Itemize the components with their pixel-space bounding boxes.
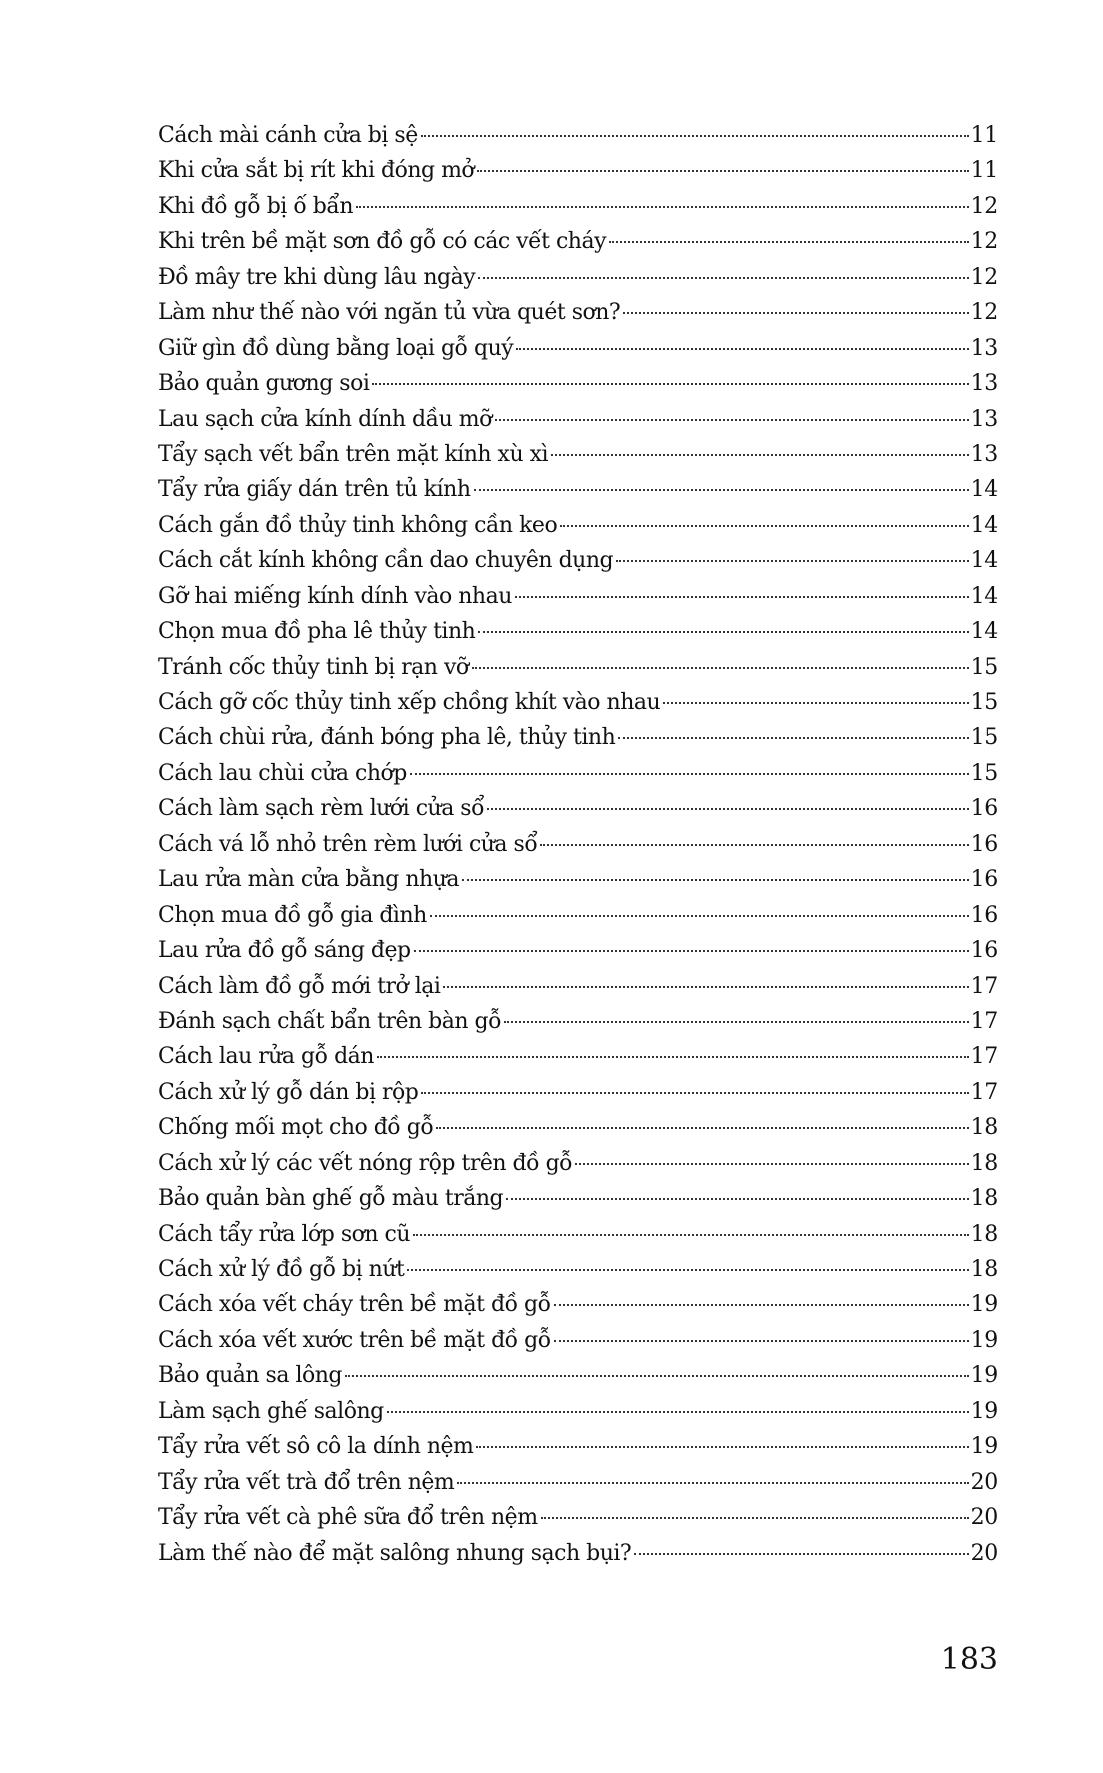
- toc-entry: [158, 1323, 998, 1358]
- toc-entry: [158, 437, 998, 472]
- toc-dot-leader: [560, 525, 968, 527]
- toc-entry-page: 18: [970, 1221, 998, 1247]
- toc-entry-title: Chọn mua đồ pha lê thủy tinh: [158, 619, 476, 645]
- toc-entry-title: Cách chùi rửa, đánh bóng pha lê, thủy tinh: [158, 725, 616, 751]
- toc-entry-title: Cách xóa vết cháy trên bề mặt đồ gỗ: [158, 1292, 551, 1318]
- toc-entry-page: 11: [970, 158, 998, 184]
- toc-entry-title: Cách lau rửa gỗ dán: [158, 1044, 374, 1070]
- toc-entry-page: 16: [970, 796, 998, 822]
- toc-entry-page: 18: [970, 1150, 998, 1176]
- toc-dot-leader: [410, 773, 969, 775]
- toc-entry-page: 17: [970, 1008, 998, 1034]
- toc-entry-page: 14: [970, 548, 998, 574]
- toc-entry-page: 12: [970, 229, 998, 255]
- toc-dot-leader: [476, 1446, 968, 1448]
- toc-dot-leader: [372, 383, 968, 385]
- toc-entry: [158, 1252, 998, 1287]
- toc-entry-title: Cách tẩy rửa lớp sơn cũ: [158, 1221, 411, 1247]
- toc-entry-title: Tẩy rửa vết trà đổ trên nệm: [158, 1469, 455, 1495]
- toc-entry-page: 19: [970, 1327, 998, 1353]
- toc-entry: [158, 827, 998, 862]
- toc-entry: [158, 579, 998, 614]
- toc-entry-title: Cách xử lý đồ gỗ bị nứt: [158, 1257, 405, 1282]
- toc-entry: [158, 224, 998, 259]
- toc-entry-title: Làm thế nào để mặt salông nhung sạch bụi?: [158, 1540, 632, 1566]
- toc-entry-title: Chống mối mọt cho đồ gỗ: [158, 1115, 434, 1141]
- toc-entry: [158, 402, 998, 437]
- toc-entry: [158, 1394, 998, 1429]
- toc-dot-leader: [609, 241, 969, 243]
- toc-entry-title: Tẩy rửa vết sô cô la dính nệm: [158, 1434, 474, 1460]
- toc-entry-title: Cách xử lý các vết nóng rộp trên đồ gỗ: [158, 1150, 573, 1176]
- toc-entry: [158, 189, 998, 224]
- toc-dot-leader: [516, 348, 968, 350]
- toc-dot-leader: [504, 1021, 969, 1023]
- toc-entry: [158, 1287, 998, 1322]
- toc-dot-leader: [575, 1163, 968, 1165]
- toc-entry-title: Lau rửa màn cửa bằng nhựa: [158, 867, 459, 893]
- toc-dot-leader: [618, 737, 968, 739]
- toc-entry-title: Tẩy sạch vết bẩn trên mặt kính xù xì: [158, 441, 549, 467]
- toc-entry-page: 19: [970, 1292, 998, 1318]
- toc-dot-leader: [421, 135, 969, 137]
- toc-dot-leader: [515, 596, 969, 598]
- toc-entry-page: 16: [970, 831, 998, 857]
- toc-entry: [158, 1429, 998, 1464]
- toc-entry-page: 14: [970, 583, 998, 609]
- toc-entry-title: Làm như thế nào với ngăn tủ vừa quét sơn?: [158, 300, 621, 326]
- toc-entry-title: Cách làm sạch rèm lưới cửa sổ: [158, 796, 485, 822]
- toc-entry: [158, 1110, 998, 1145]
- toc-entry: [158, 898, 998, 933]
- toc-dot-leader: [623, 312, 968, 314]
- toc-entry-page: 16: [970, 938, 998, 964]
- toc-entry: [158, 720, 998, 755]
- toc-dot-leader: [478, 631, 968, 633]
- toc-entry-page: 19: [970, 1363, 998, 1389]
- toc-entry-title: Giữ gìn đồ dùng bằng loại gỗ quý: [158, 335, 514, 361]
- toc-entry-page: 17: [970, 973, 998, 999]
- toc-entry-title: Lau rửa đồ gỗ sáng đẹp: [158, 938, 411, 964]
- toc-entry-page: 14: [970, 512, 998, 538]
- toc-dot-leader: [540, 844, 968, 846]
- toc-entry-title: Tránh cốc thủy tinh bị rạn vỡ: [158, 654, 469, 680]
- toc-entry-page: 16: [970, 867, 998, 893]
- toc-entry-title: Cách vá lỗ nhỏ trên rèm lưới cửa sổ: [158, 831, 538, 857]
- toc-dot-leader: [436, 1127, 968, 1129]
- toc-dot-leader: [495, 419, 969, 421]
- toc-dot-leader: [413, 1234, 969, 1236]
- toc-entry-title: Bảo quản gương soi: [158, 371, 370, 397]
- toc-entry-title: Cách gỡ cốc thủy tinh xếp chồng khít vào nhau: [158, 690, 661, 715]
- toc-entry-title: Đánh sạch chất bẩn trên bàn gỗ: [158, 1008, 502, 1034]
- toc-entry: [158, 1004, 998, 1039]
- toc-entry: [158, 118, 998, 153]
- toc-entry: [158, 543, 998, 578]
- toc-entry-page: 13: [970, 441, 998, 467]
- toc-entry-title: Lau sạch cửa kính dính dầu mỡ: [158, 406, 492, 432]
- toc-entry-page: 13: [970, 406, 998, 432]
- toc-entry: [158, 295, 998, 330]
- toc-entry: [158, 862, 998, 897]
- toc-dot-leader: [478, 277, 968, 279]
- toc-entry: [158, 366, 998, 401]
- toc-entry: [158, 153, 998, 188]
- toc-dot-leader: [407, 1269, 968, 1271]
- toc-entry-title: Cách mài cánh cửa bị sệ: [158, 123, 418, 148]
- toc-dot-leader: [474, 489, 969, 491]
- table-of-contents: [158, 118, 998, 1571]
- toc-dot-leader: [472, 667, 969, 669]
- toc-dot-leader: [551, 454, 969, 456]
- toc-entry: [158, 1146, 998, 1181]
- toc-entry: [158, 791, 998, 826]
- toc-entry-title: Bảo quản bàn ghế gỗ màu trắng: [158, 1186, 504, 1212]
- toc-entry: [158, 1536, 998, 1571]
- toc-entry-page: 11: [970, 123, 998, 148]
- toc-entry-page: 15: [970, 760, 998, 786]
- toc-dot-leader: [506, 1198, 968, 1200]
- toc-entry-page: 20: [970, 1469, 998, 1495]
- toc-entry: [158, 260, 998, 295]
- toc-entry-page: 14: [970, 619, 998, 645]
- toc-dot-leader: [345, 1375, 969, 1377]
- toc-entry-page: 18: [970, 1257, 998, 1282]
- toc-dot-leader: [663, 702, 968, 704]
- toc-entry-title: Cách cắt kính không cần dao chuyên dụng: [158, 548, 614, 574]
- toc-entry-title: Chọn mua đồ gỗ gia đình: [158, 902, 427, 928]
- toc-entry-page: 12: [970, 193, 998, 219]
- toc-entry-page: 20: [970, 1540, 998, 1566]
- toc-entry: [158, 650, 998, 685]
- toc-dot-leader: [616, 560, 969, 562]
- toc-entry-title: Cách gắn đồ thủy tinh không cần keo: [158, 512, 558, 538]
- toc-entry-page: 16: [970, 902, 998, 928]
- toc-entry-page: 13: [970, 371, 998, 397]
- toc-dot-leader: [487, 808, 969, 810]
- toc-entry-title: Làm sạch ghế salông: [158, 1398, 384, 1424]
- toc-entry-title: Tẩy rửa giấy dán trên tủ kính: [158, 477, 471, 503]
- toc-entry-page: 17: [970, 1079, 998, 1105]
- toc-entry-page: 15: [970, 690, 998, 715]
- page-number: 183: [940, 1642, 998, 1677]
- toc-entry: [158, 756, 998, 791]
- toc-entry: [158, 508, 998, 543]
- toc-entry: [158, 614, 998, 649]
- toc-entry-title: Tẩy rửa vết cà phê sữa đổ trên nệm: [158, 1505, 538, 1531]
- toc-entry-title: Cách xử lý gỗ dán bị rộp: [158, 1079, 419, 1105]
- toc-entry-title: Gỡ hai miếng kính dính vào nhau: [158, 583, 512, 609]
- toc-entry-page: 12: [970, 300, 998, 326]
- toc-entry: [158, 1075, 998, 1110]
- toc-entry-page: 12: [970, 264, 998, 290]
- toc-dot-leader: [457, 1482, 968, 1484]
- toc-dot-leader: [554, 1304, 969, 1306]
- toc-entry: [158, 1500, 998, 1535]
- toc-entry: [158, 1358, 998, 1393]
- toc-entry-title: Cách lau chùi cửa chớp: [158, 760, 407, 786]
- toc-entry: [158, 331, 998, 366]
- toc-entry-page: 15: [970, 654, 998, 680]
- toc-entry-title: Cách xóa vết xước trên bề mặt đồ gỗ: [158, 1327, 551, 1353]
- toc-entry-page: 13: [970, 335, 998, 361]
- toc-entry-page: 15: [970, 725, 998, 751]
- toc-entry-title: Cách làm đồ gỗ mới trở lại: [158, 973, 441, 999]
- toc-entry: [158, 685, 998, 720]
- toc-entry: [158, 1039, 998, 1074]
- toc-entry: [158, 472, 998, 507]
- toc-dot-leader: [377, 1056, 969, 1058]
- toc-dot-leader: [414, 950, 969, 952]
- toc-dot-leader: [477, 170, 968, 172]
- toc-entry-page: 19: [970, 1398, 998, 1424]
- toc-entry-page: 18: [970, 1186, 998, 1212]
- toc-dot-leader: [541, 1517, 969, 1519]
- toc-entry-page: 14: [970, 477, 998, 503]
- toc-entry: [158, 1217, 998, 1252]
- toc-dot-leader: [554, 1340, 969, 1342]
- toc-entry-page: 18: [970, 1115, 998, 1141]
- toc-dot-leader: [387, 1411, 969, 1413]
- toc-entry-title: Đồ mây tre khi dùng lâu ngày: [158, 264, 476, 290]
- toc-entry: [158, 933, 998, 968]
- toc-entry: [158, 969, 998, 1004]
- toc-dot-leader: [430, 915, 969, 917]
- toc-dot-leader: [443, 986, 968, 988]
- toc-entry: [158, 1465, 998, 1500]
- toc-dot-leader: [421, 1092, 968, 1094]
- toc-entry-title: Khi đồ gỗ bị ố bẩn: [158, 193, 354, 219]
- toc-entry-title: Khi trên bề mặt sơn đồ gỗ có các vết cháy: [158, 229, 607, 255]
- toc-entry: [158, 1181, 998, 1216]
- toc-dot-leader: [462, 879, 969, 881]
- toc-entry-title: Khi cửa sắt bị rít khi đóng mở: [158, 158, 475, 184]
- toc-entry-page: 20: [970, 1505, 998, 1531]
- toc-entry-page: 19: [970, 1434, 998, 1460]
- toc-dot-leader: [634, 1553, 968, 1555]
- toc-entry-title: Bảo quản sa lông: [158, 1363, 342, 1389]
- toc-entry-page: 17: [970, 1044, 998, 1070]
- toc-dot-leader: [356, 206, 969, 208]
